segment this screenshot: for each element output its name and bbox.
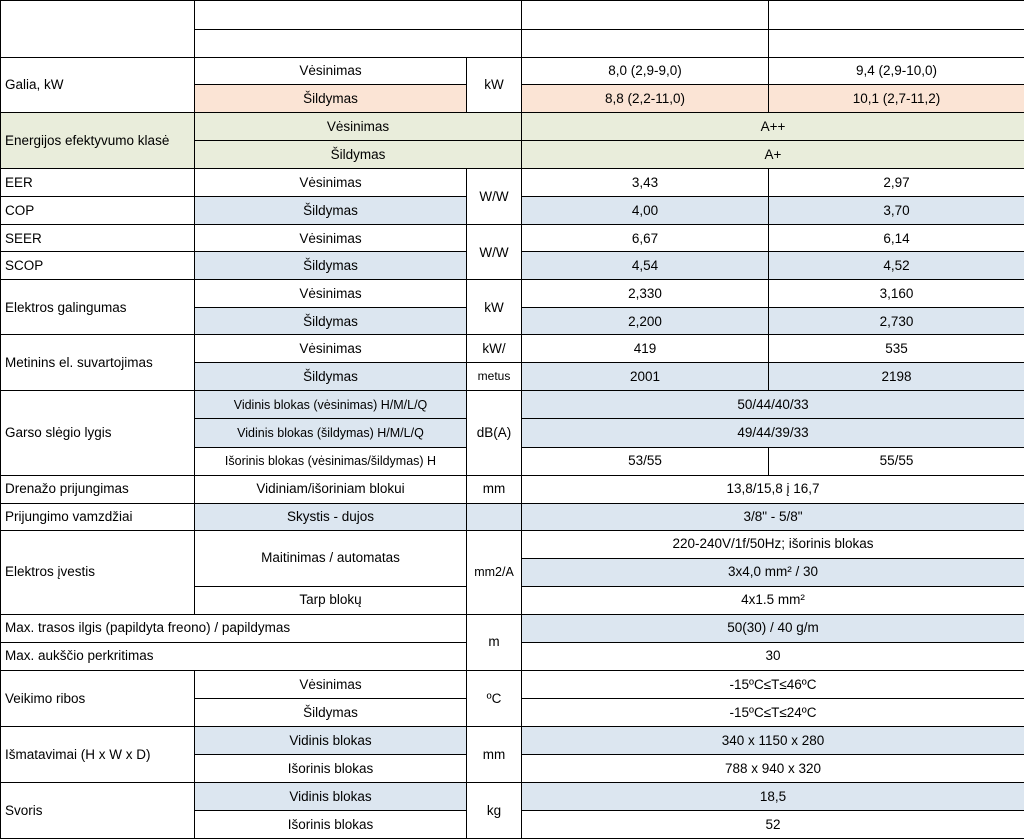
row-label-operating-limits: Veikimo ribos bbox=[1, 670, 195, 726]
value-power-cooling-1: 8,0 (2,9-9,0) bbox=[522, 58, 769, 85]
unit-drainage: mm bbox=[467, 475, 522, 503]
header-model-outdoor-2: AOYG36KMTB bbox=[769, 30, 1024, 58]
value-electric-power-cooling-1: 2,330 bbox=[522, 280, 769, 308]
value-scop-2: 4,52 bbox=[769, 252, 1024, 280]
unit-max-length: m bbox=[467, 614, 522, 670]
row-electric-power-cooling bbox=[1, 280, 1024, 308]
value-annual-consumption-heating-2: 2198 bbox=[769, 363, 1024, 391]
value-max-length: 50(30) / 40 g/m bbox=[522, 614, 1024, 642]
value-eer-1: 3,43 bbox=[522, 169, 769, 197]
header-model-indoor-2: ASYH36KMTB bbox=[769, 1, 1024, 30]
electric-supply-mode-main: Maitinimas / automatas bbox=[195, 530, 467, 586]
unit-power: kW bbox=[467, 58, 522, 113]
dimensions-indoor-label: Vidinis blokas bbox=[195, 726, 467, 754]
row-label-weight: Svoris bbox=[1, 782, 195, 838]
row-seer bbox=[1, 225, 1024, 252]
value-operating-limits-heating: -15ºC≤T≤24ºC bbox=[522, 698, 1024, 726]
unit-eer-cop: W/W bbox=[467, 169, 522, 225]
value-weight-outdoor: 52 bbox=[522, 810, 1024, 838]
mode-cooling: Vėsinimas bbox=[195, 58, 467, 85]
value-annual-consumption-cooling-2: 535 bbox=[769, 335, 1024, 363]
value-annual-consumption-heating-1: 2001 bbox=[522, 363, 769, 391]
row-max-length bbox=[1, 614, 1024, 642]
header-indoor-label: Vidinis bbox=[195, 1, 522, 30]
unit-annual-consumption-denominator: metus bbox=[467, 363, 522, 391]
mode-heating: Šildymas bbox=[195, 85, 467, 113]
value-electric-supply-1: 220-240V/1f/50Hz; išorinis blokas bbox=[522, 530, 1024, 558]
row-drainage bbox=[1, 475, 1024, 503]
row-eer bbox=[1, 169, 1024, 197]
value-seer-2: 6,14 bbox=[769, 225, 1024, 252]
weight-indoor-label: Vidinis blokas bbox=[195, 782, 467, 810]
row-label-seer: SEER bbox=[1, 225, 195, 252]
mode-cooling: Vėsinimas bbox=[195, 670, 467, 698]
value-annual-consumption-cooling-1: 419 bbox=[522, 335, 769, 363]
row-power-cooling bbox=[1, 58, 1024, 85]
row-annual-consumption-cooling bbox=[1, 335, 1024, 363]
value-weight-indoor: 18,5 bbox=[522, 782, 1024, 810]
value-sound-line3-2: 55/55 bbox=[769, 447, 1024, 475]
unit-pipes bbox=[467, 503, 522, 530]
row-label-dimensions: Išmatavimai (H x W x D) bbox=[1, 726, 195, 782]
value-energy-class-heating: A+ bbox=[522, 141, 1024, 169]
row-weight-indoor bbox=[1, 782, 1024, 810]
row-operating-limits-cooling bbox=[1, 670, 1024, 698]
mode-heating: Šildymas bbox=[195, 363, 467, 391]
value-dimensions-indoor: 340 x 1150 x 280 bbox=[522, 726, 1024, 754]
value-operating-limits-cooling: -15ºC≤T≤46ºC bbox=[522, 670, 1024, 698]
value-electric-supply-3: 4x1.5 mm² bbox=[522, 586, 1024, 614]
row-label-electric-supply: Elektros įvestis bbox=[1, 530, 195, 614]
mode-cooling: Vėsinimas bbox=[195, 225, 467, 252]
value-sound-line1: 50/44/40/33 bbox=[522, 391, 1024, 419]
unit-weight: kg bbox=[467, 782, 522, 838]
value-cop-2: 3,70 bbox=[769, 197, 1024, 225]
mode-heating: Šildymas bbox=[195, 252, 467, 280]
row-sound-indoor-cooling bbox=[1, 391, 1024, 419]
unit-dimensions: mm bbox=[467, 726, 522, 782]
row-label-electric-power: Elektros galingumas bbox=[1, 280, 195, 335]
sound-line3-label: Išorinis blokas (vėsinimas/šildymas) H bbox=[195, 447, 467, 475]
weight-outdoor-label: Išorinis blokas bbox=[195, 810, 467, 838]
mode-heating: Šildymas bbox=[195, 197, 467, 225]
value-seer-1: 6,67 bbox=[522, 225, 769, 252]
row-label-drainage: Drenažo prijungimas bbox=[1, 475, 195, 503]
row-label-cop: COP bbox=[1, 197, 195, 225]
value-eer-2: 2,97 bbox=[769, 169, 1024, 197]
row-label-energy-class: Energijos efektyvumo klasė bbox=[1, 113, 195, 169]
pipes-mode: Skystis - dujos bbox=[195, 503, 467, 530]
row-label-max-length: Max. trasos ilgis (papildyta freono) / papildymas bbox=[1, 614, 467, 642]
row-pipes bbox=[1, 503, 1024, 530]
unit-electric-supply: mm2/A bbox=[467, 530, 522, 614]
row-label-sound-pressure: Garso slėgio lygis bbox=[1, 391, 195, 475]
value-pipes: 3/8" - 5/8" bbox=[522, 503, 1024, 530]
unit-seer-scop: W/W bbox=[467, 225, 522, 280]
row-label-max-height: Max. aukščio perkritimas bbox=[1, 642, 467, 670]
value-scop-1: 4,54 bbox=[522, 252, 769, 280]
value-drainage: 13,8/15,8 į 16,7 bbox=[522, 475, 1024, 503]
row-energy-class-cooling bbox=[1, 113, 1024, 141]
value-power-cooling-2: 9,4 (2,9-10,0) bbox=[769, 58, 1024, 85]
value-electric-power-heating-2: 2,730 bbox=[769, 308, 1024, 335]
unit-operating-limits: ºC bbox=[467, 670, 522, 726]
value-electric-power-heating-1: 2,200 bbox=[522, 308, 769, 335]
value-sound-line2: 49/44/39/33 bbox=[522, 419, 1024, 447]
header-outdoor-label: Išorinis bbox=[195, 30, 522, 58]
row-electric-supply-1 bbox=[1, 530, 1024, 558]
value-energy-class-cooling: A++ bbox=[522, 113, 1024, 141]
value-power-heating-2: 10,1 (2,7-11,2) bbox=[769, 85, 1024, 113]
row-label-pipes: Prijungimo vamzdžiai bbox=[1, 503, 195, 530]
row-dimensions-indoor bbox=[1, 726, 1024, 754]
mode-heating: Šildymas bbox=[195, 308, 467, 335]
mode-cooling: Vėsinimas bbox=[195, 280, 467, 308]
header-model-indoor-1: ASYH30KMTB bbox=[522, 1, 769, 30]
value-electric-power-cooling-2: 3,160 bbox=[769, 280, 1024, 308]
mode-cooling: Vėsinimas bbox=[195, 335, 467, 363]
drainage-mode: Vidiniam/išoriniam blokui bbox=[195, 475, 467, 503]
value-max-height: 30 bbox=[522, 642, 1024, 670]
electric-supply-mode-between: Tarp blokų bbox=[195, 586, 467, 614]
value-cop-1: 4,00 bbox=[522, 197, 769, 225]
value-sound-line3-1: 53/55 bbox=[522, 447, 769, 475]
value-power-heating-1: 8,8 (2,2-11,0) bbox=[522, 85, 769, 113]
row-label-annual-consumption: Metinins el. suvartojimas bbox=[1, 335, 195, 391]
value-dimensions-outdoor: 788 x 940 x 320 bbox=[522, 754, 1024, 782]
sound-line1-label: Vidinis blokas (vėsinimas) H/M/L/Q bbox=[195, 391, 467, 419]
mode-cooling: Vėsinimas bbox=[195, 113, 522, 141]
header-model-outdoor-1: AOYG30KMTB bbox=[522, 30, 769, 58]
unit-annual-consumption-numerator: kW/ bbox=[467, 335, 522, 363]
value-electric-supply-2: 3x4,0 mm² / 30 bbox=[522, 558, 1024, 586]
mode-cooling: Vėsinimas bbox=[195, 169, 467, 197]
row-label-eer: EER bbox=[1, 169, 195, 197]
mode-heating: Šildymas bbox=[195, 698, 467, 726]
brand-title: KM Large serija bbox=[1, 1, 195, 58]
header-row-indoor bbox=[1, 1, 1024, 30]
sound-line2-label: Vidinis blokas (šildymas) H/M/L/Q bbox=[195, 419, 467, 447]
row-label-power: Galia, kW bbox=[1, 58, 195, 113]
mode-heating: Šildymas bbox=[195, 141, 522, 169]
dimensions-outdoor-label: Išorinis blokas bbox=[195, 754, 467, 782]
unit-electric-power: kW bbox=[467, 280, 522, 335]
unit-sound-pressure: dB(A) bbox=[467, 391, 522, 475]
row-label-scop: SCOP bbox=[1, 252, 195, 280]
